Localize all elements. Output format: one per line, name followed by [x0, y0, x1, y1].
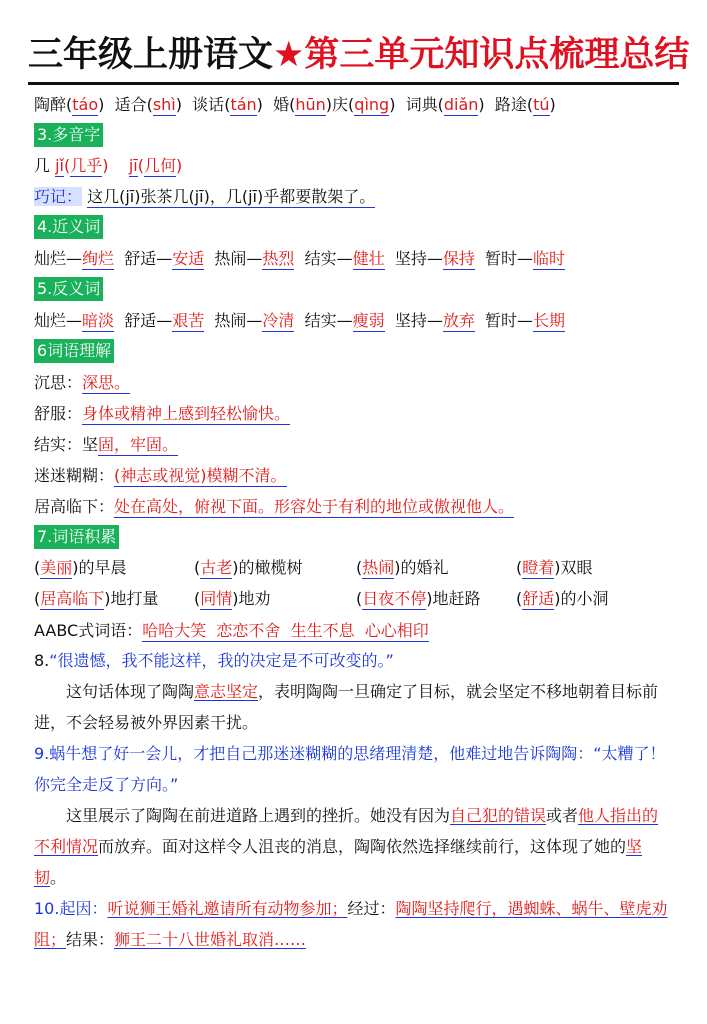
pinyin-answer: diǎn — [443, 95, 479, 114]
polyphone-char: 几 — [34, 156, 51, 175]
item-number: 10. — [34, 899, 60, 918]
polyphone-word: 几何 — [144, 156, 177, 175]
definition-text: 深思。 — [82, 373, 131, 392]
title-star: ★ — [273, 35, 305, 75]
definition-term: 舒服： — [34, 404, 83, 423]
section-header-antonyms: 5.反义词 — [34, 277, 103, 301]
antonym-answer: 长期 — [533, 311, 566, 330]
pinyin-line: 陶醉(táo) 适合(shì) 谈话(tán) 婚(hūn)庆(qìng) 词典(diǎn) 路途(tú) — [34, 95, 556, 114]
quote-9 — [34, 738, 670, 800]
title-black-part: 三年级上册语文 — [28, 35, 274, 75]
analysis-text: 这句话体现了陶陶 — [66, 682, 195, 701]
analysis-9 — [34, 800, 670, 893]
analysis-text: 这里展示了陶陶在前进道路上遇到的挫折。她没有因为 — [66, 806, 451, 825]
section-header-polyphones: 3.多音字 — [34, 123, 103, 147]
phrase-answer: 美丽 — [40, 558, 73, 577]
antonym-word: 舒适— — [124, 311, 173, 330]
section-9 — [34, 738, 670, 893]
phrase-item: (同情)地劝 — [194, 589, 271, 608]
story-label: 结果： — [66, 930, 115, 949]
definition-text: 固，牢固。 — [98, 435, 179, 454]
definition-item — [34, 496, 514, 518]
phrase-item: (热闹)的婚礼 — [356, 558, 449, 577]
story-label: 经过： — [347, 899, 396, 918]
analysis-key: 他人指出的不利情况 — [34, 806, 659, 856]
synonym-answer: 绚烂 — [82, 249, 115, 268]
synonym-word: 结实— — [304, 249, 353, 268]
definition-term: 结实： — [34, 435, 83, 454]
pinyin-answer: tú — [533, 95, 550, 114]
synonym-answer: 健壮 — [352, 249, 385, 268]
antonym-word: 坚持— — [394, 311, 443, 330]
memory-tip — [34, 186, 375, 208]
section-10 — [34, 893, 670, 955]
antonym-word: 结实— — [304, 311, 353, 330]
title-red-part: 第三单元知识点梳理总结 — [304, 35, 690, 75]
pinyin-answer: qìng — [354, 95, 390, 114]
pinyin-word: 婚 — [273, 95, 290, 114]
synonym-word: 暂时— — [485, 249, 534, 268]
quote-text: 蜗牛想了好一会儿，才把自己那迷迷糊糊的思绪理清楚，他难过地告诉陶陶：“太糟了！你完全走反了方向。” — [34, 744, 666, 794]
analysis-text: 而放弃。面对这样令人沮丧的消息，陶陶依然选择继续前行，这体现了她的 — [98, 837, 627, 856]
pinyin-word: 庆 — [332, 95, 349, 114]
phrase-answer: 古老 — [200, 558, 233, 577]
phrase-rest: 的婚礼 — [400, 558, 449, 577]
phrase-rest: 地打量 — [110, 589, 159, 608]
phrase-rest: 地赶路 — [432, 589, 481, 608]
section-header-word-accumulation: 7.词语积累 — [34, 525, 119, 549]
phrase-answer: 瞪着 — [522, 558, 555, 577]
section-8 — [34, 645, 670, 738]
definition-item — [34, 403, 290, 425]
analysis-text: 。 — [50, 868, 67, 887]
polyphone-word: 几乎 — [70, 156, 103, 175]
antonym-word: 暂时— — [485, 311, 534, 330]
analysis-text: 或者 — [546, 806, 579, 825]
phrase-rest: 地劝 — [238, 589, 271, 608]
phrase-item: (舒适)的小洞 — [516, 589, 609, 608]
item-number: 9. — [34, 744, 50, 763]
aabc-line — [34, 620, 429, 642]
synonym-answer: 保持 — [442, 249, 475, 268]
quote-8 — [34, 645, 670, 676]
synonym-word: 灿烂— — [34, 249, 83, 268]
analysis-key: 坚韧 — [34, 837, 643, 887]
phrase-item: (日夜不停)地赶路 — [356, 589, 481, 608]
synonym-line — [34, 248, 565, 270]
synonym-answer: 临时 — [533, 249, 566, 268]
story-value: 陶陶坚持爬行，遇蜘蛛、蜗牛、壁虎劝阻； — [34, 899, 668, 949]
antonym-answer: 暗淡 — [82, 311, 115, 330]
pinyin-answer: hūn — [295, 95, 326, 114]
phrase-rest: 的橄榄树 — [238, 558, 303, 577]
pinyin-word: 适合 — [114, 95, 147, 114]
polyphone-pinyin: jǐ — [55, 156, 64, 175]
phrase-answer: 舒适 — [522, 589, 555, 608]
item-number: 8. — [34, 651, 50, 670]
aabc-words: 哈哈大笑 恋恋不舍 生生不息 心心相印 — [142, 621, 429, 640]
definition-prefix: 坚 — [82, 435, 99, 454]
synonym-answer: 热烈 — [262, 249, 295, 268]
phrase-answer: 日夜不停 — [362, 589, 427, 608]
definition-item — [34, 434, 178, 456]
phrase-answer: 同情 — [200, 589, 233, 608]
definition-term: 居高临下： — [34, 497, 115, 516]
antonym-answer: 放弃 — [442, 311, 475, 330]
aabc-label: AABC式词语： — [34, 621, 143, 640]
phrase-rest: 双眼 — [560, 558, 593, 577]
phrase-item: (古老)的橄榄树 — [194, 558, 303, 577]
tip-label: 巧记： — [34, 187, 83, 206]
phrase-rest: 的早晨 — [78, 558, 127, 577]
pinyin-answer: tán — [230, 95, 257, 114]
antonym-answer: 冷清 — [262, 311, 295, 330]
analysis-text: ，表明陶陶一旦确定了目标，就会坚定不移地朝着目标前进，不会轻易被外界因素干扰。 — [34, 682, 659, 732]
synonym-word: 坚持— — [394, 249, 443, 268]
synonym-word: 热闹— — [214, 249, 263, 268]
definition-term: 沉思： — [34, 373, 83, 392]
definition-text: 身体或精神上感到轻松愉快。 — [82, 404, 291, 423]
phrase-answer: 居高临下 — [40, 589, 105, 608]
pinyin-answer: shì — [152, 95, 176, 114]
phrase-answer: 热闹 — [362, 558, 395, 577]
antonym-word: 灿烂— — [34, 311, 83, 330]
story-value: 听说狮王婚礼邀请所有动物参加； — [107, 899, 348, 918]
synonym-answer: 安适 — [172, 249, 205, 268]
section-header-synonyms: 4.近义词 — [34, 215, 103, 239]
pinyin-word: 路途 — [494, 95, 527, 114]
phrase-item: (美丽)的早晨 — [34, 558, 127, 577]
analysis-8 — [34, 676, 670, 738]
antonym-word: 热闹— — [214, 311, 263, 330]
story-value: 狮王二十八世婚礼取消…… — [114, 930, 307, 949]
phrase-rest: 的小洞 — [560, 589, 609, 608]
definition-term: 迷迷糊糊： — [34, 466, 115, 485]
phrase-item: (瞪着)双眼 — [516, 558, 593, 577]
antonym-answer: 瘦弱 — [352, 311, 385, 330]
story-label: 起因： — [59, 899, 108, 918]
pinyin-answer: táo — [72, 95, 99, 114]
pinyin-word: 陶醉 — [34, 95, 67, 114]
definition-text: 处在高处，俯视下面。形容处于有利的地位或傲视他人。 — [114, 497, 515, 516]
definition-item — [34, 465, 287, 487]
definition-text: (神志或视觉)模糊不清。 — [114, 466, 287, 485]
tip-text: 这几(jī)张茶几(jī)，几(jī)乎都要散架了。 — [87, 187, 376, 206]
section-header-word-meaning: 6词语理解 — [34, 339, 114, 363]
polyphone-line: 几 jǐ(几乎) jī(几何) — [34, 156, 183, 175]
analysis-key: 自己犯的错误 — [450, 806, 547, 825]
pinyin-word: 词典 — [405, 95, 438, 114]
analysis-key: 意志坚定 — [194, 682, 259, 701]
definition-item — [34, 372, 130, 394]
phrase-item: (居高临下)地打量 — [34, 589, 159, 608]
pinyin-word: 谈话 — [192, 95, 225, 114]
synonym-word: 舒适— — [124, 249, 173, 268]
page-title — [28, 30, 690, 85]
quote-text: “很遗憾，我不能这样，我的决定是不可改变的。” — [49, 651, 394, 670]
antonym-line — [34, 310, 565, 332]
polyphone-pinyin: jī — [128, 156, 138, 175]
antonym-answer: 艰苦 — [172, 311, 205, 330]
